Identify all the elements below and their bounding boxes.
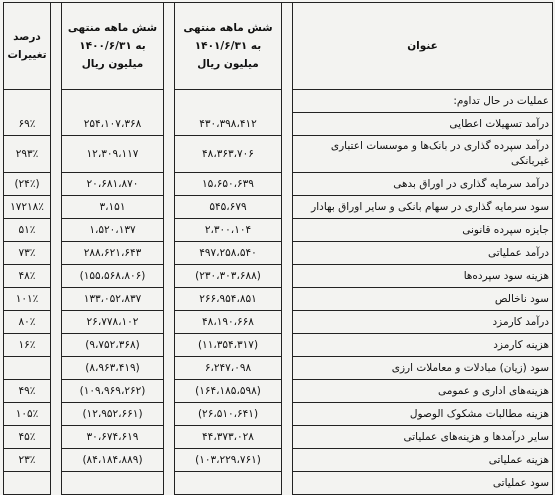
table-row	[3, 288, 553, 311]
percent-change-cell: ۴۹٪	[3, 380, 51, 403]
value-1400-cell: (۱۰۹،۹۶۹،۲۶۲)	[61, 380, 164, 403]
value-1400-cell: ۲۸۸،۶۲۱،۶۴۳	[61, 242, 164, 265]
percent-change-cell: ۵۱٪	[3, 219, 51, 242]
row-title-cell: هزینه‌های اداری و عمومی	[292, 380, 553, 403]
table-row	[3, 426, 553, 449]
table-row	[3, 357, 553, 380]
table-row	[3, 472, 553, 495]
percent-change-cell: ۱۷۲۱۸٪	[3, 196, 51, 219]
table-row	[3, 113, 553, 136]
row-title-cell: سود (زیان) مبادلات و معاملات ارزی	[292, 357, 553, 380]
table-row	[3, 136, 553, 173]
value-1401-cell: ۲،۳۰۰،۱۰۴	[174, 219, 282, 242]
value-1400-cell: ۲۵۴،۱۰۷،۳۶۸	[61, 113, 164, 136]
value-1401-cell: ۴۸،۳۶۳،۷۰۶	[174, 136, 282, 173]
percent-change-cell: ۱۶٪	[3, 334, 51, 357]
row-title-cell: سود سرمایه گذاری در سهام بانکی و سایر اوراق بهادار	[292, 196, 553, 219]
percent-change-cell: ۲۳٪	[3, 449, 51, 472]
value-1401-cell: (۲۳۰،۳۰۳،۶۸۸)	[174, 265, 282, 288]
value-1401-cell: (۱۰۳،۲۲۹،۷۶۱)	[174, 449, 282, 472]
value-1400-cell: ۳،۱۵۱	[61, 196, 164, 219]
value-1400-cell: ۲۶،۷۷۸،۱۰۲	[61, 311, 164, 334]
value-1400-cell: ۲۰،۶۸۱،۸۷۰	[61, 173, 164, 196]
table-row	[3, 449, 553, 472]
percent-change-cell: ۲۹۳٪	[3, 136, 51, 173]
percent-change-cell: ۷۳٪	[3, 242, 51, 265]
table-body	[3, 2, 553, 495]
value-1401-cell: ۴۸،۱۹۰،۶۶۸	[174, 311, 282, 334]
percent-change-cell: ۱۰۱٪	[3, 288, 51, 311]
value-1400-cell	[61, 472, 164, 495]
row-title-cell: درآمد عملیاتی	[292, 242, 553, 265]
value-1401-cell	[174, 472, 282, 495]
row-title-cell: درآمد کارمزد	[292, 311, 553, 334]
value-1400-cell: (۱۲،۹۵۲،۶۶۱)	[61, 403, 164, 426]
header-title: عنوان	[292, 2, 553, 90]
row-title-cell: درآمد سرمایه گذاری در اوراق بدهی	[292, 173, 553, 196]
table-row	[3, 265, 553, 288]
percent-change-cell: ۶۹٪	[3, 113, 51, 136]
value-1400-cell: ۱۲،۳۰۹،۱۱۷	[61, 136, 164, 173]
table-row	[3, 334, 553, 357]
header-percent-change: درصد تغییرات	[3, 2, 51, 90]
table-row	[3, 173, 553, 196]
row-title-cell: جایزه سپرده قانونی	[292, 219, 553, 242]
row-title-cell: هزینه کارمزد	[292, 334, 553, 357]
header-period-1400: شش ماهه منتهی به ۱۴۰۰/۶/۳۱ میلیون ریال	[61, 2, 164, 90]
percent-change-cell: ۴۸٪	[3, 265, 51, 288]
value-1400-cell: ۳۰،۶۷۴،۶۱۹	[61, 426, 164, 449]
table-row	[3, 311, 553, 334]
value-1400-cell: ۱۳۳،۰۵۲،۸۳۷	[61, 288, 164, 311]
table-row	[3, 196, 553, 219]
row-title-cell: درآمد تسهیلات اعطایی	[292, 113, 553, 136]
income-statement-table	[3, 2, 553, 495]
row-title-cell: سود عملیاتی	[292, 472, 553, 495]
value-1401-cell: (۱۶۴،۱۸۵،۵۹۸)	[174, 380, 282, 403]
table-row	[3, 380, 553, 403]
value-1401-cell: ۴۴،۳۷۳،۰۲۸	[174, 426, 282, 449]
row-title-cell: سایر درآمدها و هزینه‌های عملیاتی	[292, 426, 553, 449]
header-row	[3, 2, 553, 90]
value-1401-cell: ۴۳۰،۳۹۸،۴۱۲	[174, 113, 282, 136]
value-1400-cell: (۱۵۵،۵۶۸،۸۰۶)	[61, 265, 164, 288]
percent-change-cell	[3, 472, 51, 495]
value-1401-cell: ۶،۲۴۷،۰۹۸	[174, 357, 282, 380]
row-title-cell: هزینه سود سپرده‌ها	[292, 265, 553, 288]
table-row	[3, 403, 553, 426]
section-title: عملیات در حال تداوم:	[292, 90, 553, 113]
table-row	[3, 242, 553, 265]
row-title-cell: سود ناخالص	[292, 288, 553, 311]
value-1400-cell: (۹،۷۵۲،۳۶۸)	[61, 334, 164, 357]
row-title-cell: هزینه عملیاتی	[292, 449, 553, 472]
value-1400-cell: (۸،۹۶۳،۴۱۹)	[61, 357, 164, 380]
percent-change-cell: ۸۰٪	[3, 311, 51, 334]
percent-change-cell	[3, 357, 51, 380]
percent-change-cell: ۱۰۵٪	[3, 403, 51, 426]
value-1400-cell: (۸۴،۱۸۴،۸۸۹)	[61, 449, 164, 472]
row-title-cell: هزینه مطالبات مشکوک الوصول	[292, 403, 553, 426]
section-row	[3, 90, 553, 113]
value-1400-cell: ۱،۵۲۰،۱۳۷	[61, 219, 164, 242]
value-1401-cell: ۲۶۶،۹۵۴،۸۵۱	[174, 288, 282, 311]
row-title-cell: درآمد سپرده گذاری در بانک‌ها و موسسات اعتباری غیربانکی	[292, 136, 553, 173]
percent-change-cell: (۲۴٪)	[3, 173, 51, 196]
percent-change-cell: ۴۵٪	[3, 426, 51, 449]
value-1401-cell: ۵۴۵،۶۷۹	[174, 196, 282, 219]
table-row	[3, 219, 553, 242]
header-period-1401: شش ماهه منتهی به ۱۴۰۱/۶/۳۱ میلیون ریال	[174, 2, 282, 90]
value-1401-cell: (۲۶،۵۱۰،۶۴۱)	[174, 403, 282, 426]
value-1401-cell: (۱۱،۳۵۴،۳۱۷)	[174, 334, 282, 357]
value-1401-cell: ۱۵،۶۵۰،۶۳۹	[174, 173, 282, 196]
value-1401-cell: ۴۹۷،۲۵۸،۵۴۰	[174, 242, 282, 265]
